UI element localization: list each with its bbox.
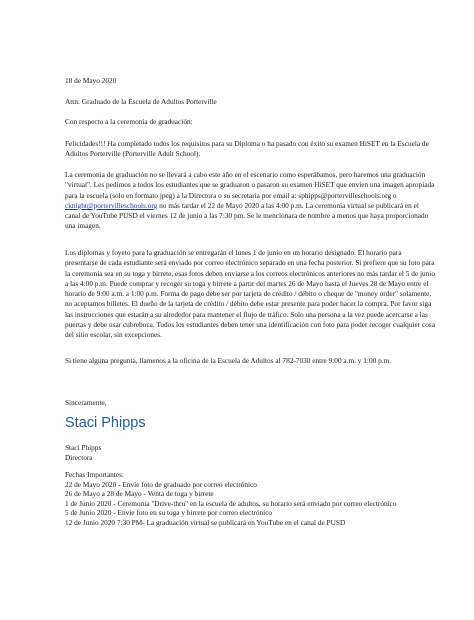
paragraph-congratulations: Felicidades!!! Ha completado todos los requisitos para su Diploma o ha pasado con éxito su examen HiSET en la Escuela de Adultos Porterville (Porterville Adult School).	[65, 139, 429, 159]
paragraph-virtual-ceremony	[65, 170, 435, 232]
date-item: 5 de Junio 2020 - Envíe foto en su toga y birrete por correo electrónico	[65, 508, 273, 518]
subject-line: Con respecto a la ceremonia de graduación:	[65, 117, 193, 126]
attn-line: Attn: Graduado de la Escuela de Adultos Porterville	[65, 97, 217, 106]
paragraph-text: La ceremonia de graduación no se llevará a cabo este año en el escenario como esperábamos, pero haremos una graduación "virtual". Les pedimos a todos los estudiantes que se graduaron o pasaron su examen HiSET que envíen una imagen apropiada para la escuela (solo en formato jpeg) a la Directora o su secretaria por email a: sphipps@portervilleschools.org o	[65, 170, 435, 200]
closing: Sinceramente,	[65, 398, 107, 407]
paragraph-diplomas: Los diplomas y foyeto para la graduación se entregarán el lunes 1 de junio en un horario designado. El horario para presentarse de cada estudiante será enviado por correo electrónico separado en una fecha posterior. Si prefiere que su foto para la ceremonia sea en su toga y birrete, esas fotos deben enviarse a los correos electrónicos anteriores no más tardar el 5 de junio a las 4:00 p.m. Puede comprar y recoger su toga y birrete a partir del martes 26 de Mayo hasta el Jueves 28 de Mayo entre el horario de 9:00 a.m. a 1:00 p.m. Forma de pago debe ser por tarjeta de crédito / débito o cheque de "money order" solamente, no aceptamos billetes. El dueño de la tarjeta de crédito / débito debe estar presente para poder hacer la compra. Por favor siga las instrucciones que estarán a su alrededor para mantener el flujo de tráfico. Solo una persona a la vez puede acercarse a las puertas y debe usar cubreboca. Todos los estudiantes deben tener una identificación con foto para poder recoger cualquier cosa del sitio escolar, sin excepciones.	[65, 248, 435, 340]
date-item: 22 de Mayo 2020 - Envíe foto de graduado por correo electrónico	[65, 479, 257, 489]
date-item: 1 de Junio 2020 - Ceremonia "Drive-thru" en la escuela de adultos, su horario será enviado por correo electrónico	[65, 498, 397, 508]
letter-date: 18 de Mayo 2020	[65, 76, 117, 85]
date-item: 12 de Junio 2020 7:30 PM- La graduación virtual se publicará en YouTube en el canal de PUSD	[65, 517, 346, 527]
signer-title: Directora	[65, 453, 93, 462]
email-link[interactable]: cknight@portervilleschools.org	[65, 200, 158, 210]
paragraph-text: no más tardar el 22 de Mayo 2020 a las 4:00 p.m. La ceremonia virtual se publicará en el canal de YouTube PUSD el viernes 12 de junio a las 7:30 pm. Se le mencionara de nombre a menos que haya proporcionado una imagen.	[65, 200, 429, 231]
signature: Staci Phipps	[65, 415, 146, 431]
signer-name: Staci Phipps	[65, 443, 102, 452]
date-item: 26 de Mayo a 28 de Mayo - Venta de toga y birrete	[65, 489, 214, 499]
paragraph-questions: Si tiene alguna pregunta, llamenos a la oficina de la Escuela de Adultos al 782-7030 entre 9:00 a.m. y 1:00 p.m.	[65, 356, 392, 365]
dates-header: Fechas Importantes:	[65, 470, 124, 479]
important-dates-list	[65, 470, 435, 528]
